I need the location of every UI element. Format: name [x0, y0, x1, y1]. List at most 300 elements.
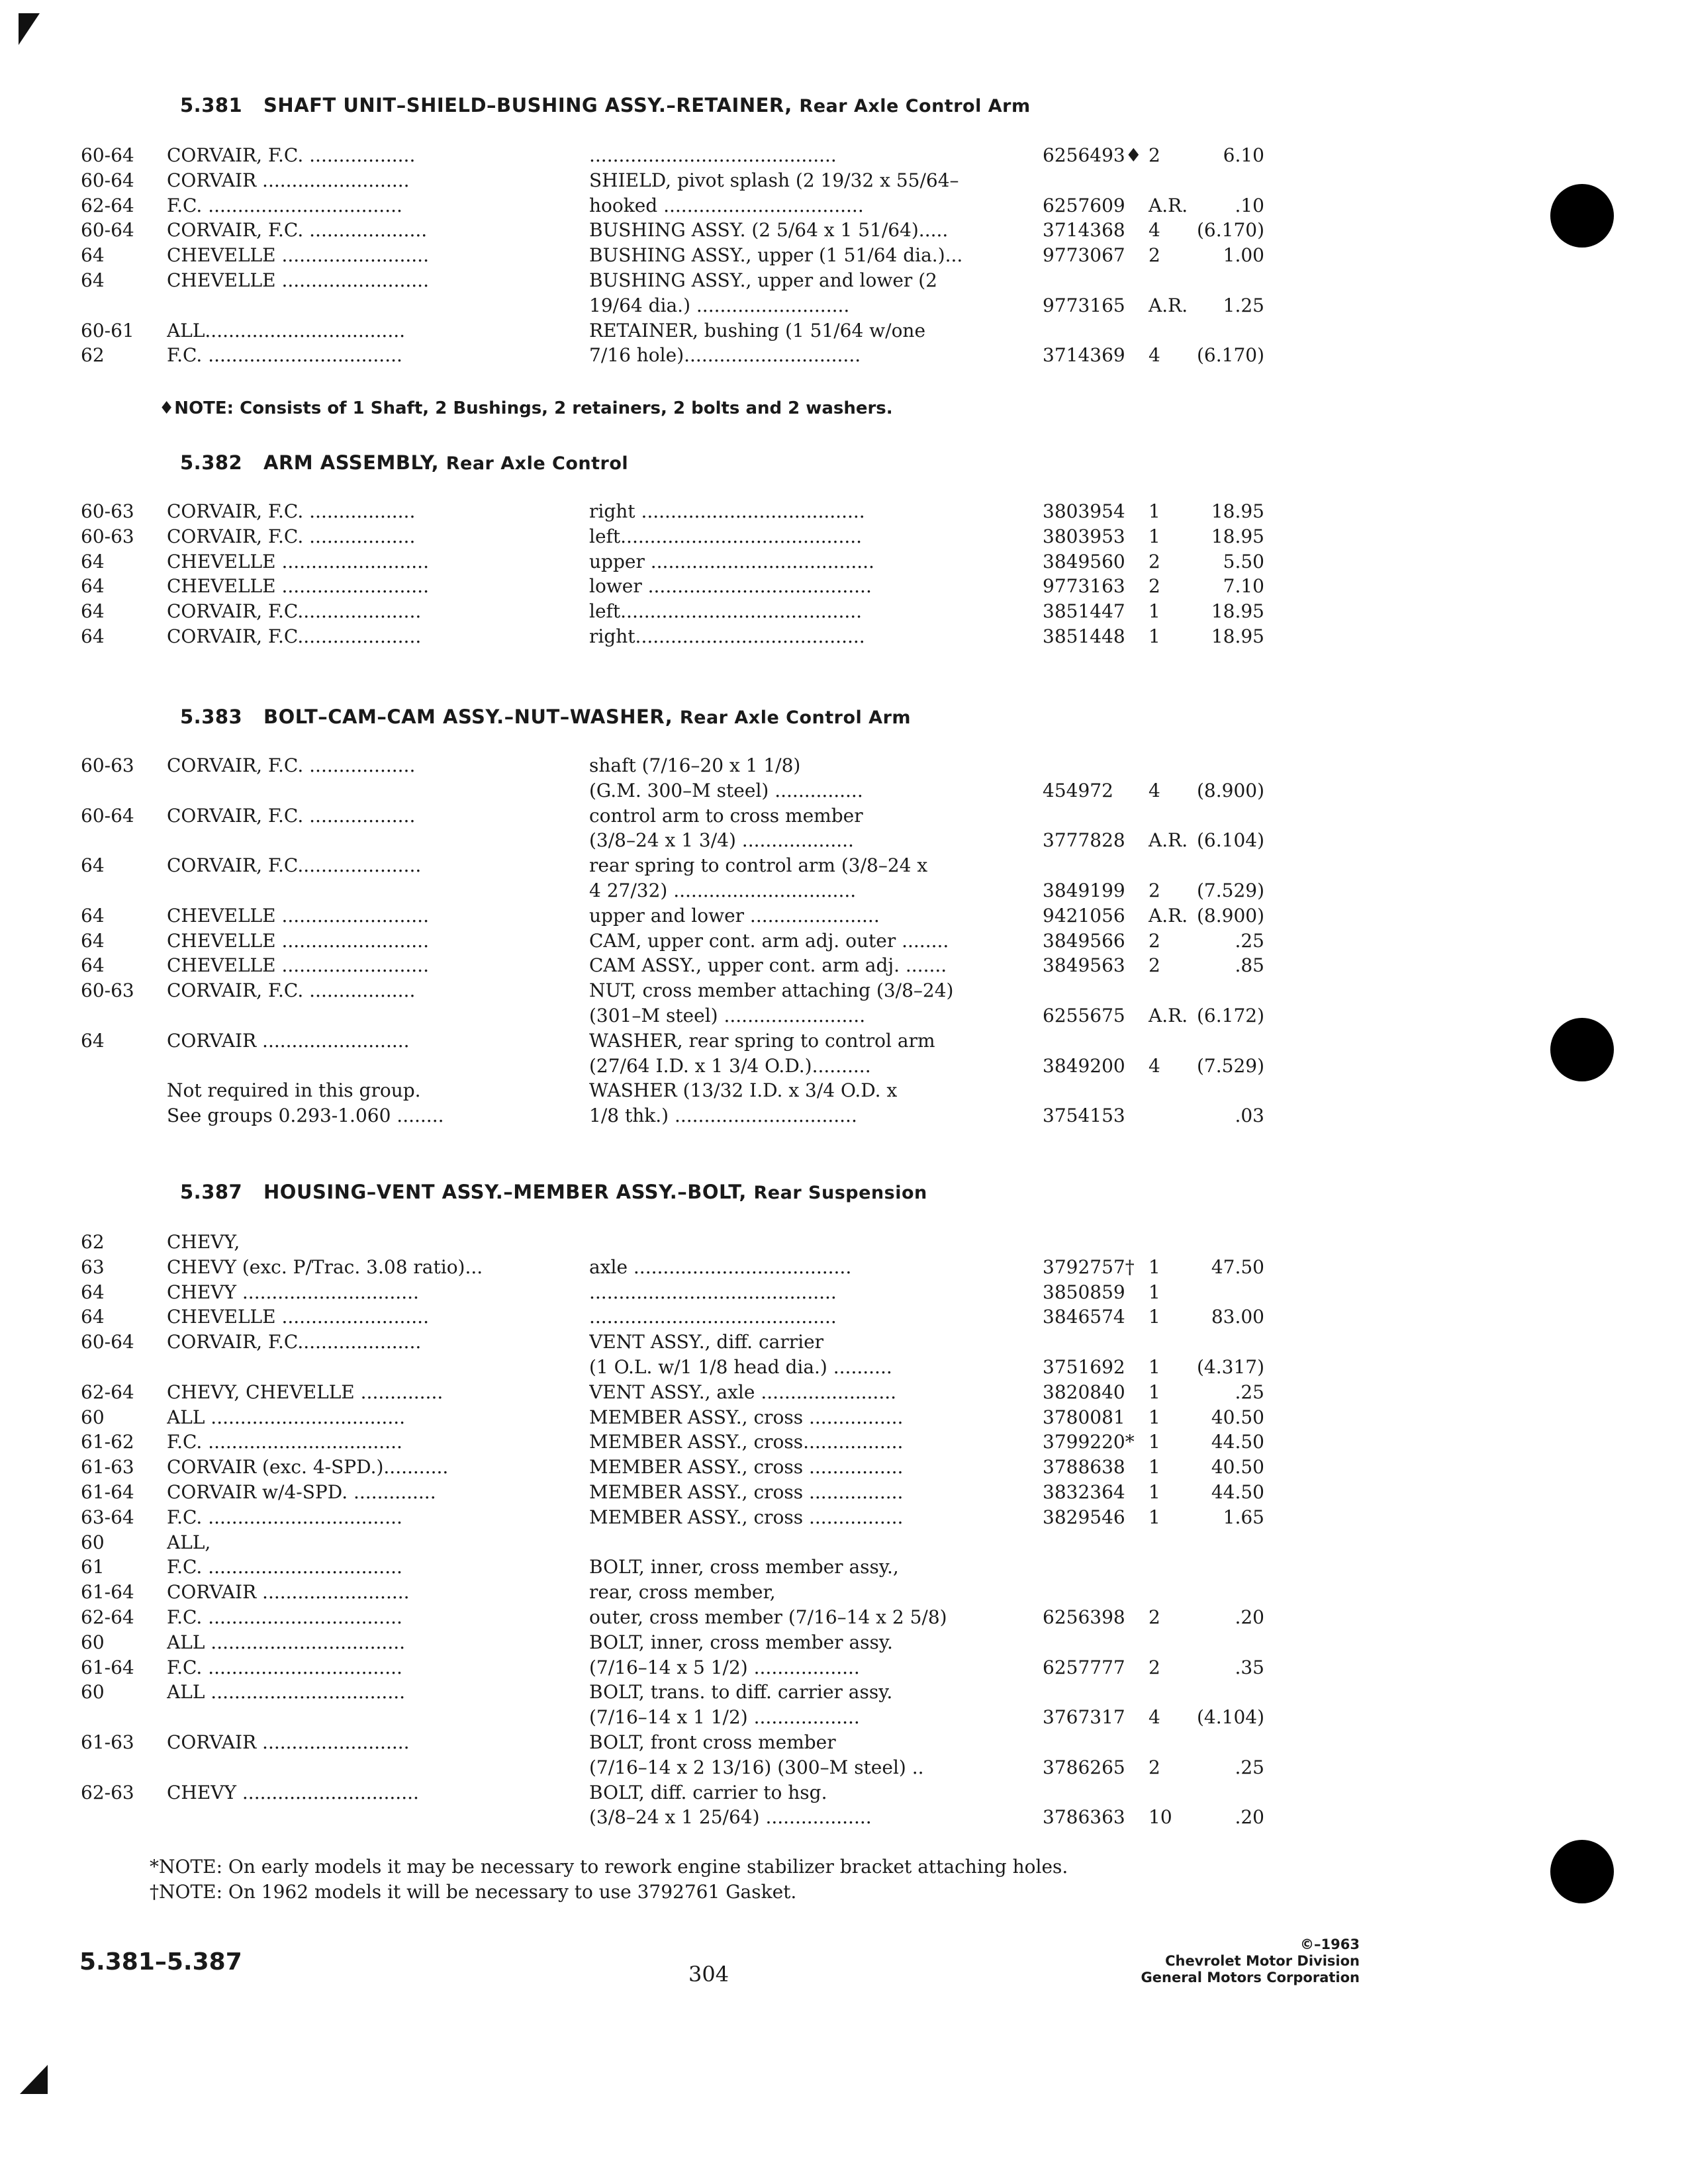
row-price: 5.50: [1223, 550, 1264, 572]
row-description: VENT ASSY., axle .......................: [589, 1381, 897, 1403]
row-part-number: 6256398: [1043, 1606, 1125, 1628]
row-part-number: 3788638: [1043, 1456, 1125, 1479]
row-price: 1.00: [1223, 244, 1264, 267]
row-part-number: 6255675: [1043, 1005, 1125, 1026]
row-application: CHEVELLE .........................: [167, 904, 429, 927]
row-quantity: 1: [1149, 1255, 1160, 1278]
section-subtitle: Rear Axle Control Arm: [679, 707, 912, 728]
table-row: [0, 1005, 1688, 1030]
table-row: [0, 905, 1688, 930]
row-application: ALL..................................: [167, 319, 406, 341]
row-year: 61-62: [81, 1431, 134, 1453]
section-subtitle: Rear Suspension: [753, 1183, 927, 1203]
row-year: 60-63: [81, 525, 134, 547]
row-quantity: 1: [1149, 525, 1160, 547]
row-part-number: 3714369: [1043, 344, 1125, 367]
row-application: ALL .................................: [167, 1406, 406, 1428]
row-price: (6.170): [1196, 344, 1264, 367]
table-row: [0, 1055, 1688, 1080]
row-description: rear spring to control arm (3/8–24 x: [589, 854, 928, 877]
section-title: HOUSING–VENT ASSY.–MEMBER ASSY.–BOLT,: [263, 1181, 747, 1203]
row-price: (7.529): [1196, 880, 1264, 901]
section-title: BOLT–CAM–CAM ASSY.–NUT–WASHER,: [263, 705, 673, 728]
row-description: BOLT, trans. to diff. carrier assy.: [589, 1681, 893, 1704]
table-row: [0, 1806, 1688, 1831]
table-row: [0, 1581, 1688, 1606]
row-price: 18.95: [1211, 525, 1264, 547]
table-row: [0, 829, 1688, 854]
row-part-number: 3799220*: [1043, 1431, 1135, 1453]
row-application: CHEVELLE .........................: [167, 244, 429, 267]
row-description: WASHER, rear spring to control arm: [589, 1029, 935, 1052]
section-subtitle: Rear Axle Control: [445, 453, 629, 474]
row-price: 1.25: [1223, 294, 1264, 316]
row-application: CORVAIR (exc. 4-SPD.)...........: [167, 1456, 449, 1479]
row-year: 63: [81, 1255, 105, 1278]
row-description: MEMBER ASSY., cross ................: [589, 1406, 904, 1428]
row-description: axle .....................................: [589, 1255, 852, 1278]
row-description: MEMBER ASSY., cross.................: [589, 1431, 904, 1453]
row-application: CORVAIR .........................: [167, 1581, 410, 1604]
row-description: CAM ASSY., upper cont. arm adj. .......: [589, 954, 947, 977]
row-application: CORVAIR, F.C. ..................: [167, 525, 416, 547]
row-description: (3/8–24 x 1 3/4) ...................: [589, 829, 854, 852]
table-row: [0, 1381, 1688, 1406]
row-price: (6.104): [1196, 829, 1264, 852]
table-row: [0, 1030, 1688, 1055]
row-description: MEMBER ASSY., cross ................: [589, 1481, 904, 1503]
table-row: [0, 1331, 1688, 1356]
section-title: ARM ASSEMBLY,: [263, 451, 440, 474]
row-part-number: 9773165: [1043, 294, 1125, 316]
row-year: 64: [81, 550, 105, 572]
row-application: CORVAIR, F.C. ..................: [167, 754, 416, 776]
section-number: 5.383: [180, 705, 243, 728]
row-description: BUSHING ASSY. (2 5/64 x 1 51/64).....: [589, 219, 949, 242]
row-description: (7/16–14 x 5 1/2) ..................: [589, 1656, 860, 1678]
row-year: 64: [81, 954, 105, 977]
row-quantity: 2: [1149, 929, 1160, 952]
table-row: [0, 854, 1688, 880]
row-description: (3/8–24 x 1 25/64) ..................: [589, 1806, 872, 1829]
row-application: CHEVY ..............................: [167, 1781, 419, 1803]
row-price: 6.10: [1223, 144, 1264, 166]
row-description: 7/16 hole)..............................: [589, 344, 861, 367]
row-quantity: 4: [1149, 1054, 1160, 1077]
table-row: [0, 219, 1688, 244]
row-application: F.C. .................................: [167, 1656, 402, 1678]
row-application: CHEVELLE .........................: [167, 929, 429, 952]
row-year: 60-64: [81, 144, 134, 166]
row-part-number: 3786265: [1043, 1756, 1125, 1778]
table-row: [0, 195, 1688, 220]
row-year: 64: [81, 625, 105, 647]
row-application: CHEVELLE .........................: [167, 1306, 429, 1328]
row-application: F.C. .................................: [167, 1431, 402, 1453]
table-row: [0, 880, 1688, 905]
row-quantity: 1: [1149, 1456, 1160, 1479]
row-part-number: 3851448: [1043, 625, 1125, 647]
table-row: [0, 1706, 1688, 1731]
row-application: CORVAIR .........................: [167, 1029, 410, 1052]
row-application: CHEVY ..............................: [167, 1281, 419, 1303]
row-year: 60: [81, 1531, 105, 1553]
row-year: 60-63: [81, 979, 134, 1002]
row-price: 44.50: [1211, 1481, 1264, 1503]
row-description: BOLT, inner, cross member assy.,: [589, 1556, 899, 1578]
row-description: upper and lower ......................: [589, 904, 880, 927]
section-number: 5.382: [180, 451, 243, 474]
row-application: CORVAIR, F.C. ..................: [167, 144, 416, 166]
row-quantity: 4: [1149, 344, 1160, 367]
row-year: 62: [81, 1231, 105, 1253]
row-part-number: 3849560: [1043, 550, 1125, 572]
row-price: (4.104): [1196, 1706, 1264, 1729]
table-row: [0, 1481, 1688, 1506]
table-row: [0, 780, 1688, 805]
row-application: CORVAIR, F.C.....................: [167, 854, 422, 877]
copyright: ©–1963: [1300, 1936, 1360, 1952]
row-part-number: 6257609: [1043, 194, 1125, 216]
row-part-number: 3714368: [1043, 219, 1125, 242]
table-row: [0, 1731, 1688, 1756]
row-year: 61-63: [81, 1731, 134, 1753]
row-quantity: 1: [1149, 1506, 1160, 1528]
row-year: 64: [81, 929, 105, 952]
row-part-number: 3851447: [1043, 600, 1125, 623]
row-part-number: 3751692: [1043, 1356, 1125, 1378]
row-part-number: 3850859: [1043, 1281, 1125, 1303]
row-price: 44.50: [1211, 1431, 1264, 1453]
row-description: control arm to cross member: [589, 804, 863, 827]
row-price: .25: [1235, 929, 1264, 952]
row-year: 60-64: [81, 1331, 134, 1353]
row-quantity: 2: [1149, 1656, 1160, 1678]
row-description: shaft (7/16–20 x 1 1/8): [589, 754, 801, 776]
section-heading: [180, 451, 628, 474]
row-application: CHEVELLE .........................: [167, 550, 429, 572]
row-year: 60: [81, 1631, 105, 1653]
table-row: [0, 551, 1688, 576]
row-part-number: 3754153: [1043, 1105, 1125, 1127]
row-application: CHEVELLE .........................: [167, 575, 429, 598]
table-row: [0, 1782, 1688, 1807]
row-description: (7/16–14 x 2 13/16) (300–M steel) ..: [589, 1756, 924, 1778]
row-description: (7/16–14 x 1 1/2) ..................: [589, 1706, 860, 1729]
row-part-number: 9421056: [1043, 904, 1125, 927]
row-part-number: 454972: [1043, 779, 1113, 801]
row-description: rear, cross member,: [589, 1581, 776, 1604]
row-quantity: 2: [1149, 954, 1160, 977]
row-application: CORVAIR, F.C.....................: [167, 600, 422, 623]
row-price: .25: [1235, 1756, 1264, 1778]
row-year: 60-64: [81, 169, 134, 191]
row-price: 18.95: [1211, 500, 1264, 522]
row-application: CHEVY (exc. P/Trac. 3.08 ratio)...: [167, 1255, 483, 1278]
row-price: (6.170): [1196, 219, 1264, 242]
division: Chevrolet Motor Division: [1165, 1953, 1360, 1969]
table-row: [0, 1556, 1688, 1581]
row-price: (6.172): [1196, 1005, 1264, 1026]
row-quantity: 2: [1149, 244, 1160, 267]
row-description: (27/64 I.D. x 1 3/4 O.D.)..........: [589, 1054, 871, 1077]
row-description: (301–M steel) ........................: [589, 1005, 866, 1026]
binder-hole-bottom: [1550, 1840, 1614, 1903]
publisher-block: [1141, 1936, 1360, 1986]
table-row: [0, 1079, 1688, 1105]
row-quantity: 2: [1149, 1606, 1160, 1628]
row-price: .25: [1235, 1381, 1264, 1403]
table-row: [0, 320, 1688, 345]
row-part-number: 6256493♦: [1043, 144, 1142, 166]
row-application: F.C. .................................: [167, 1606, 402, 1628]
row-application: CORVAIR w/4-SPD. ..............: [167, 1481, 436, 1503]
row-year: 62-64: [81, 1606, 134, 1628]
row-description: 1/8 thk.) ...............................: [589, 1105, 857, 1127]
row-description: BOLT, diff. carrier to hsg.: [589, 1781, 827, 1803]
row-year: 64: [81, 904, 105, 927]
row-year: 64: [81, 600, 105, 623]
row-part-number: 6257777: [1043, 1656, 1125, 1678]
row-quantity: 2: [1149, 880, 1160, 901]
row-year: 63-64: [81, 1506, 134, 1528]
row-year: 64: [81, 575, 105, 598]
row-part-number: 3846574: [1043, 1306, 1125, 1328]
table-row: [0, 1531, 1688, 1557]
row-application: F.C. .................................: [167, 1506, 402, 1528]
row-description: outer, cross member (7/16–14 x 2 5/8): [589, 1606, 947, 1628]
table-row: [0, 1406, 1688, 1432]
table-row: [0, 269, 1688, 295]
row-application: CORVAIR .........................: [167, 169, 410, 191]
row-price: (7.529): [1196, 1054, 1264, 1077]
row-quantity: 1: [1149, 1356, 1160, 1378]
row-year: 61-63: [81, 1456, 134, 1479]
page-number: 304: [688, 1962, 729, 1987]
row-description: left.........................................: [589, 525, 863, 547]
table-row: [0, 1456, 1688, 1481]
section-heading: [180, 94, 1031, 116]
row-application: CHEVY,: [167, 1231, 240, 1253]
row-year: 62-63: [81, 1781, 134, 1803]
row-description: WASHER (13/32 I.D. x 3/4 O.D. x: [589, 1079, 898, 1102]
row-part-number: 9773163: [1043, 575, 1125, 598]
row-year: 60-61: [81, 319, 134, 341]
row-application: CORVAIR, F.C. ....................: [167, 219, 428, 242]
table-row: [0, 1506, 1688, 1531]
table-row: [0, 1657, 1688, 1682]
row-price: .03: [1235, 1105, 1264, 1127]
row-application: CORVAIR, F.C.....................: [167, 1331, 422, 1353]
row-quantity: A.R.: [1149, 829, 1188, 852]
row-price: (4.317): [1196, 1356, 1264, 1378]
row-quantity: 10: [1149, 1806, 1172, 1829]
section-number: 5.381: [180, 94, 243, 116]
row-year: 62-64: [81, 194, 134, 216]
row-quantity: 2: [1149, 1756, 1160, 1778]
row-application: CORVAIR, F.C.....................: [167, 625, 422, 647]
row-application: CHEVELLE .........................: [167, 269, 429, 291]
row-price: .20: [1235, 1806, 1264, 1829]
section-heading: [180, 1181, 927, 1203]
row-quantity: 1: [1149, 500, 1160, 522]
note-consists: ♦NOTE: Consists of 1 Shaft, 2 Bushings, 2 retainers, 2 bolts and 2 washers.: [159, 398, 893, 418]
table-row: [0, 930, 1688, 955]
row-quantity: 2: [1149, 550, 1160, 572]
row-year: 61-64: [81, 1481, 134, 1503]
row-application: F.C. .................................: [167, 194, 402, 216]
table-row: [0, 1256, 1688, 1281]
row-price: 18.95: [1211, 600, 1264, 623]
row-application: ALL,: [167, 1531, 211, 1553]
table-row: [0, 1631, 1688, 1657]
row-part-number: 3829546: [1043, 1506, 1125, 1528]
row-description: ..........................................: [589, 1281, 837, 1303]
row-description: CAM, upper cont. arm adj. outer ........: [589, 929, 949, 952]
table-row: [0, 500, 1688, 525]
table-row: [0, 1681, 1688, 1706]
section-title: SHAFT UNIT–SHIELD–BUSHING ASSY.–RETAINER,: [263, 94, 792, 116]
row-quantity: 1: [1149, 1381, 1160, 1403]
row-year: 60-63: [81, 754, 134, 776]
row-application: F.C. .................................: [167, 1556, 402, 1578]
row-quantity: A.R.: [1149, 294, 1188, 316]
note-1962-models: †NOTE: On 1962 models it will be necessary to use 3792761 Gasket.: [150, 1881, 797, 1903]
row-description: 4 27/32) ...............................: [589, 880, 857, 901]
section-number: 5.387: [180, 1181, 243, 1203]
row-year: 64: [81, 1281, 105, 1303]
row-quantity: 1: [1149, 1406, 1160, 1428]
row-year: 61: [81, 1556, 105, 1578]
row-year: 64: [81, 1029, 105, 1052]
row-application: ALL .................................: [167, 1631, 406, 1653]
row-description: hooked ..................................: [589, 194, 864, 216]
row-application: F.C. .................................: [167, 344, 402, 367]
row-description: BOLT, inner, cross member assy.: [589, 1631, 893, 1653]
row-description: ..........................................: [589, 1306, 837, 1328]
row-price: 47.50: [1211, 1255, 1264, 1278]
row-description: left.........................................: [589, 600, 863, 623]
row-year: 64: [81, 244, 105, 267]
table-row: [0, 754, 1688, 780]
row-description: BUSHING ASSY., upper and lower (2: [589, 269, 937, 291]
row-price: .10: [1235, 194, 1264, 216]
table-row: [0, 1105, 1688, 1130]
row-quantity: 2: [1149, 575, 1160, 598]
row-part-number: 3792757†: [1043, 1255, 1135, 1278]
table-row: [0, 1231, 1688, 1256]
row-part-number: 3849200: [1043, 1054, 1125, 1077]
row-quantity: 1: [1149, 1306, 1160, 1328]
table-row: [0, 1431, 1688, 1456]
row-price: 83.00: [1211, 1306, 1264, 1328]
row-year: 62-64: [81, 1381, 134, 1403]
section-subtitle: Rear Axle Control Arm: [799, 96, 1031, 116]
row-part-number: 3832364: [1043, 1481, 1125, 1503]
row-year: 62: [81, 344, 105, 367]
row-description: MEMBER ASSY., cross ................: [589, 1506, 904, 1528]
row-price: (8.900): [1196, 779, 1264, 801]
row-description: ..........................................: [589, 144, 837, 166]
row-part-number: 3777828: [1043, 829, 1125, 852]
row-application: Not required in this group.: [167, 1079, 421, 1102]
row-quantity: 4: [1149, 1706, 1160, 1729]
row-price: 40.50: [1211, 1406, 1264, 1428]
row-application: See groups 0.293-1.060 ........: [167, 1105, 444, 1127]
table-row: [0, 295, 1688, 320]
row-quantity: 2: [1149, 144, 1160, 166]
table-row: [0, 1756, 1688, 1782]
row-price: .85: [1235, 954, 1264, 977]
table-row: [0, 169, 1688, 195]
row-year: 60: [81, 1681, 105, 1704]
row-part-number: 3820840: [1043, 1381, 1125, 1403]
row-quantity: 4: [1149, 779, 1160, 801]
row-description: (G.M. 300–M steel) ...............: [589, 779, 863, 801]
row-part-number: 3849566: [1043, 929, 1125, 952]
row-application: CHEVELLE .........................: [167, 954, 429, 977]
row-quantity: A.R.: [1149, 194, 1188, 216]
row-quantity: 1: [1149, 600, 1160, 623]
row-quantity: 1: [1149, 1481, 1160, 1503]
row-year: 60: [81, 1406, 105, 1428]
row-description: BUSHING ASSY., upper (1 51/64 dia.)...: [589, 244, 963, 267]
table-row: [0, 525, 1688, 551]
row-part-number: 3849563: [1043, 954, 1125, 977]
row-quantity: 4: [1149, 219, 1160, 242]
table-row: [0, 1606, 1688, 1631]
row-application: CORVAIR, F.C. ..................: [167, 979, 416, 1002]
row-application: CHEVY, CHEVELLE ..............: [167, 1381, 444, 1403]
row-application: CORVAIR, F.C. ..................: [167, 500, 416, 522]
table-row: [0, 1306, 1688, 1331]
row-part-number: 3767317: [1043, 1706, 1125, 1729]
row-year: 60-64: [81, 804, 134, 827]
table-row: [0, 575, 1688, 600]
row-quantity: 1: [1149, 625, 1160, 647]
row-part-number: 3780081: [1043, 1406, 1125, 1428]
row-part-number: 3803953: [1043, 525, 1125, 547]
row-description: lower ......................................: [589, 575, 872, 598]
row-description: SHIELD, pivot splash (2 19/32 x 55/64–: [589, 169, 959, 191]
row-description: (1 O.L. w/1 1/8 head dia.) ..........: [589, 1356, 892, 1378]
corporation: General Motors Corporation: [1141, 1970, 1360, 1985]
section-heading: [180, 705, 911, 728]
row-year: 60-63: [81, 500, 134, 522]
table-row: [0, 805, 1688, 830]
row-description: VENT ASSY., diff. carrier: [589, 1331, 824, 1353]
row-part-number: 3803954: [1043, 500, 1125, 522]
row-description: RETAINER, bushing (1 51/64 w/one: [589, 319, 926, 341]
row-description: upper ......................................: [589, 550, 874, 572]
note-early-models: *NOTE: On early models it may be necessary to rework engine stabilizer bracket attaching holes.: [150, 1856, 1068, 1878]
row-description: 19/64 dia.) ..........................: [589, 294, 850, 316]
table-row: [0, 979, 1688, 1005]
row-quantity: A.R.: [1149, 904, 1188, 927]
row-part-number: 3849199: [1043, 880, 1125, 901]
group-range: 5.381–5.387: [79, 1948, 242, 1976]
row-description: MEMBER ASSY., cross ................: [589, 1456, 904, 1479]
row-description: right ......................................: [589, 500, 865, 522]
row-price: .20: [1235, 1606, 1264, 1628]
row-quantity: 1: [1149, 1431, 1160, 1453]
row-part-number: 3786363: [1043, 1806, 1125, 1829]
row-application: CORVAIR, F.C. ..................: [167, 804, 416, 827]
row-year: 60-64: [81, 219, 134, 242]
row-year: 64: [81, 1306, 105, 1328]
table-row: [0, 625, 1688, 651]
row-quantity: A.R.: [1149, 1005, 1188, 1026]
